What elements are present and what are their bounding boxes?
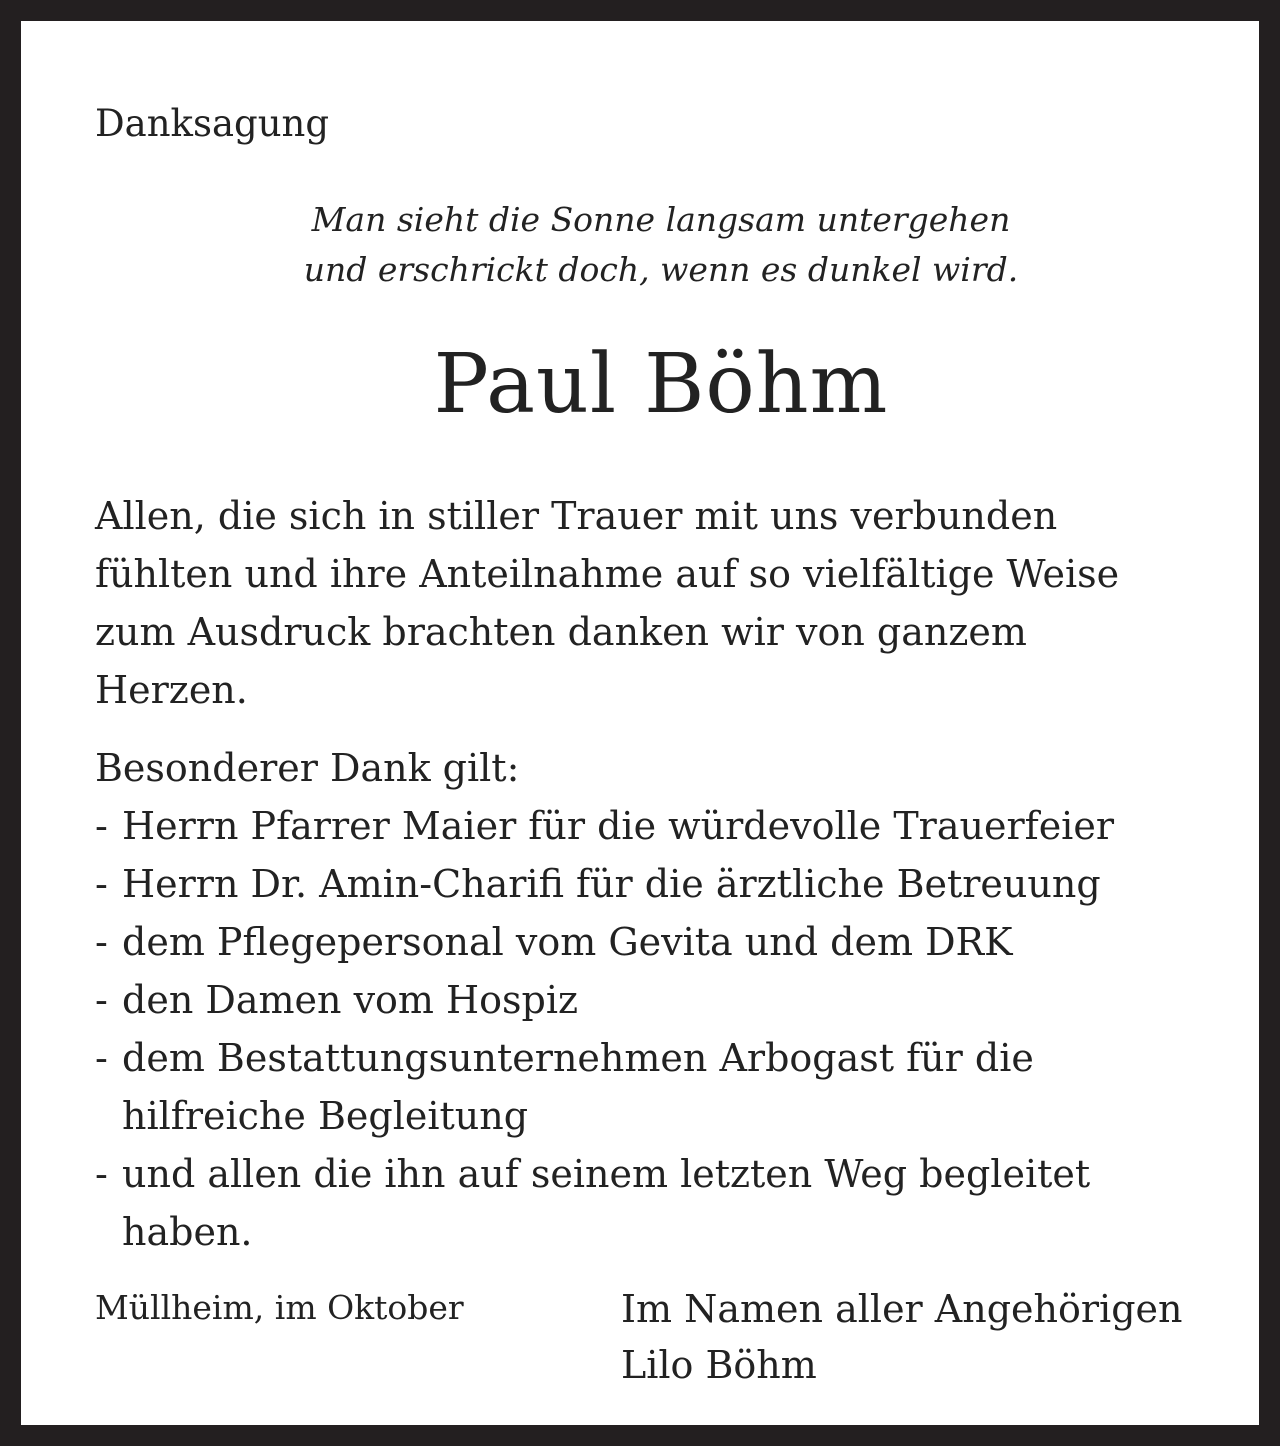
signatory-name: Lilo Böhm [621, 1343, 817, 1387]
list-item-line: Herrn Pfarrer Maier für die würdevolle Trauerfeier [122, 804, 1114, 848]
on-behalf-line: Im Namen aller Angehörigen [621, 1287, 1183, 1331]
special-thanks-list [95, 797, 1245, 1261]
list-item [95, 1145, 1245, 1261]
paragraph-line: Allen, die sich in stiller Trauer mit uns verbunden [95, 494, 1058, 538]
list-item [95, 913, 1245, 971]
signature-block [621, 1281, 1182, 1393]
list-item [95, 971, 1245, 1029]
thanks-paragraph [95, 487, 1245, 719]
dash-bullet: - [95, 804, 108, 848]
list-item [95, 797, 1245, 855]
paragraph-line: fühlten und ihre Anteilnahme auf so vielfältige Weise [95, 552, 1120, 596]
list-item-line: dem Bestattungsunternehmen Arbogast für die [122, 1036, 1034, 1080]
dash-bullet: - [95, 920, 108, 964]
special-thanks-label: Besonderer Dank gilt: [95, 746, 520, 790]
list-item-line: haben. [122, 1210, 253, 1254]
dash-bullet: - [95, 978, 108, 1022]
list-item [95, 855, 1245, 913]
heading: Danksagung [95, 102, 330, 145]
dash-bullet: - [95, 862, 108, 906]
list-item-line: hilfreiche Begleitung [122, 1094, 529, 1138]
place-and-date: Müllheim, im Oktober [95, 1288, 464, 1327]
deceased-name: Paul Böhm [433, 337, 889, 432]
list-item [95, 1029, 1245, 1145]
quote-line: und erschrickt doch, wenn es dunkel wird. [303, 250, 1019, 289]
dash-bullet: - [95, 1036, 108, 1080]
list-item-line: den Damen vom Hospiz [122, 978, 579, 1022]
dash-bullet: - [95, 1152, 108, 1196]
list-item-line: dem Pflegepersonal vom Gevita und dem DRK [122, 920, 1013, 964]
paragraph-line: zum Ausdruck brachten danken wir von ganzem [95, 610, 1027, 654]
list-item-line: Herrn Dr. Amin-Charifi für die ärztliche Betreuung [122, 862, 1101, 906]
quote-line: Man sieht die Sonne langsam untergehen [311, 200, 1011, 239]
quote [21, 195, 1280, 295]
paragraph-line: Herzen. [95, 668, 248, 712]
list-item-line: und allen die ihn auf seinem letzten Weg begleitet [122, 1152, 1091, 1196]
